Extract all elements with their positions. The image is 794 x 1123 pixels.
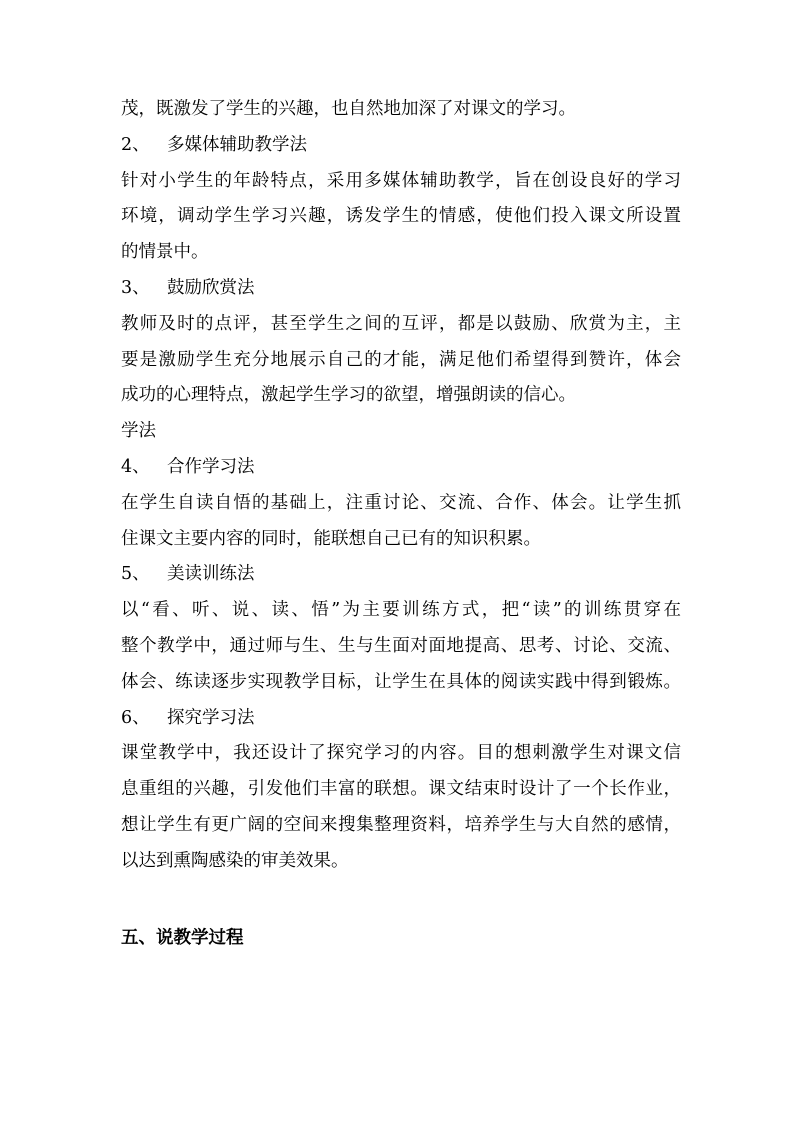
paragraph-line: 想让学生有更广阔的空间来搜集整理资料，培养学生与大自然的感情， [121, 814, 681, 835]
list-item-reading [121, 557, 681, 593]
list-item-title: 鼓励欣赏法 [167, 277, 255, 298]
paragraph-line: 课堂教学中，我还设计了探究学习的内容。目的想刺激学生对课文信 [121, 743, 681, 764]
paragraph-line: 在学生自读自悟的基础上，注重讨论、交流、合作、体会。让学生抓 [121, 492, 681, 513]
list-item-number: 2、 [121, 134, 150, 155]
study-method-label: 学法 [121, 421, 156, 442]
list-item-title: 合作学习法 [167, 456, 255, 477]
list-item-number: 3、 [121, 277, 150, 298]
paragraph-line: 教师及时的点评，甚至学生之间的互评，都是以鼓励、欣赏为主，主 [121, 313, 681, 334]
paragraph-line: 体会、练读逐步实现教学目标，让学生在具体的阅读实践中得到锻炼。 [121, 671, 681, 692]
section-heading: 五、说教学过程 [121, 928, 244, 949]
list-item-inquiry [121, 701, 681, 737]
list-item-title: 美读训练法 [167, 564, 255, 585]
paragraph-line: 以“看、听、说、读、悟”为主要训练方式，把“读”的训练贯穿在 [121, 600, 681, 621]
paragraph-line: 成功的心理特点，激起学生学习的欲望，增强朗读的信心。 [121, 385, 576, 406]
paragraph-line: 要是激励学生充分地展示自己的才能，满足他们希望得到赞许，体会 [121, 349, 681, 370]
paragraph-line: 针对小学生的年龄特点，采用多媒体辅助教学，旨在创设良好的学习 [121, 170, 681, 191]
paragraph-line: 整个教学中，通过师与生、生与生面对面地提高、思考、讨论、交流、 [121, 635, 681, 656]
paragraph-line: 以达到熏陶感染的审美效果。 [121, 850, 349, 871]
list-item-title: 多媒体辅助教学法 [167, 134, 307, 155]
list-item-multimedia [121, 128, 681, 164]
list-item-number: 4、 [121, 456, 150, 477]
list-item-encourage [121, 271, 681, 307]
paragraph-line: 的情景中。 [121, 242, 209, 263]
list-item-number: 5、 [121, 564, 150, 585]
list-item-cooperative [121, 450, 681, 486]
list-item-number: 6、 [121, 707, 150, 728]
paragraph-line: 茂，既激发了学生的兴趣，也自然地加深了对课文的学习。 [121, 99, 576, 119]
paragraph-line: 息重组的兴趣，引发他们丰富的联想。课文结束时设计了一个长作业， [121, 779, 681, 800]
blank-line [121, 880, 681, 916]
paragraph-line: 住课文主要内容的同时，能联想自己已有的知识积累。 [121, 528, 541, 549]
document-body [121, 92, 681, 957]
list-item-title: 探究学习法 [167, 707, 255, 728]
paragraph-line: 环境，调动学生学习兴趣，诱发学生的情感，使他们投入课文所设置 [121, 206, 681, 227]
